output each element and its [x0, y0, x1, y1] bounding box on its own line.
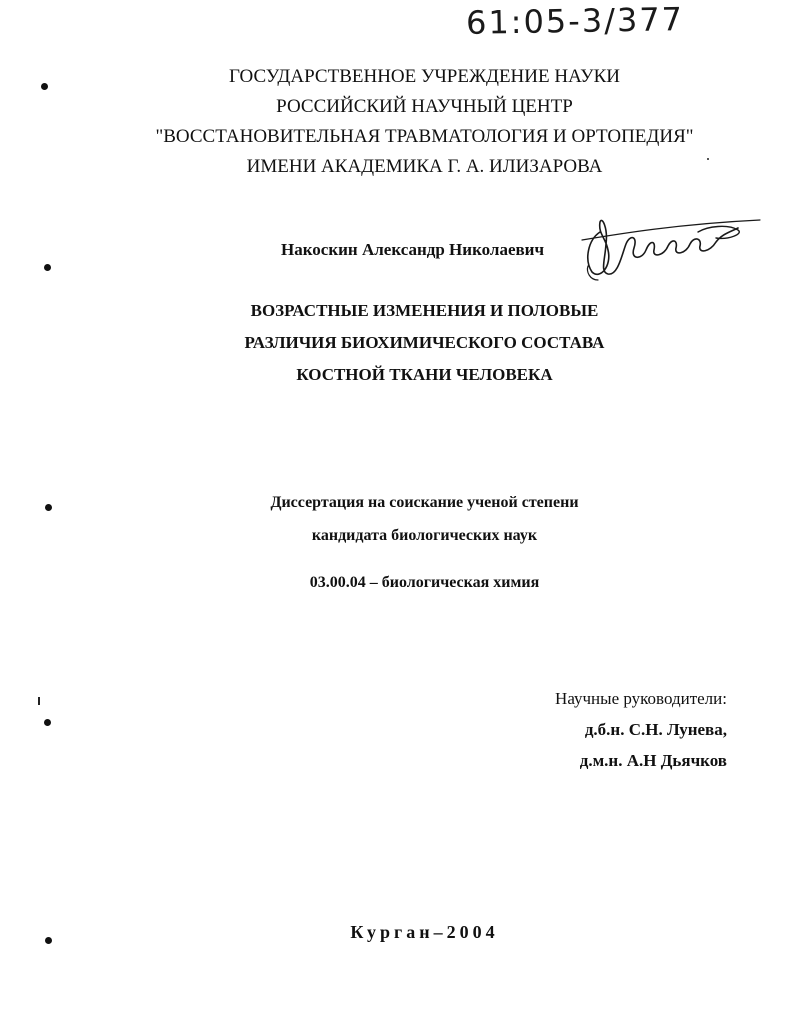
- archive-code-handwritten: 61:05-3/377: [465, 0, 685, 42]
- degree-block: [0, 486, 799, 552]
- title-line-2: РАЗЛИЧИЯ БИОХИМИЧЕСКОГО СОСТАВА: [244, 333, 605, 352]
- specialty-code: 03.00.04 – биологическая химия: [309, 574, 540, 591]
- city-year: Курган–2004: [350, 922, 499, 942]
- specialty-block: [0, 574, 799, 592]
- title-line-3: КОСТНОЙ ТКАНИ ЧЕЛОВЕКА: [296, 365, 553, 384]
- institution-block: [0, 62, 799, 182]
- supervisors-block: [555, 683, 727, 776]
- institution-line-2: РОССИЙСКИЙ НАУЧНЫЙ ЦЕНТР: [276, 96, 573, 117]
- degree-line-1: Диссертация на соискание ученой степени: [270, 494, 579, 511]
- institution-line-3: "ВОССТАНОВИТЕЛЬНАЯ ТРАВМАТОЛОГИЯ И ОРТОПЕДИЯ": [155, 126, 694, 147]
- institution-line-4: ИМЕНИ АКАДЕМИКА Г. А. ИЛИЗАРОВА: [246, 156, 603, 177]
- dissertation-title: [0, 295, 799, 391]
- supervisors-label: Научные руководители:: [555, 689, 727, 708]
- author-name: Накоскин Александр Николаевич: [281, 240, 545, 259]
- institution-line-1: ГОСУДАРСТВЕННОЕ УЧРЕЖДЕНИЕ НАУКИ: [229, 66, 620, 87]
- author-signature: [578, 210, 763, 285]
- city-year-block: [0, 922, 799, 943]
- binding-hole-4: [44, 719, 51, 726]
- margin-mark: [38, 697, 40, 705]
- title-line-1: ВОЗРАСТНЫЕ ИЗМЕНЕНИЯ И ПОЛОВЫЕ: [250, 301, 599, 320]
- binding-hole-2: [44, 264, 51, 271]
- degree-line-2: кандидата биологических наук: [311, 527, 538, 544]
- supervisor-name: д.м.н. А.Н Дьячков: [579, 751, 727, 770]
- supervisor-name: д.б.н. С.Н. Лунева,: [584, 720, 727, 739]
